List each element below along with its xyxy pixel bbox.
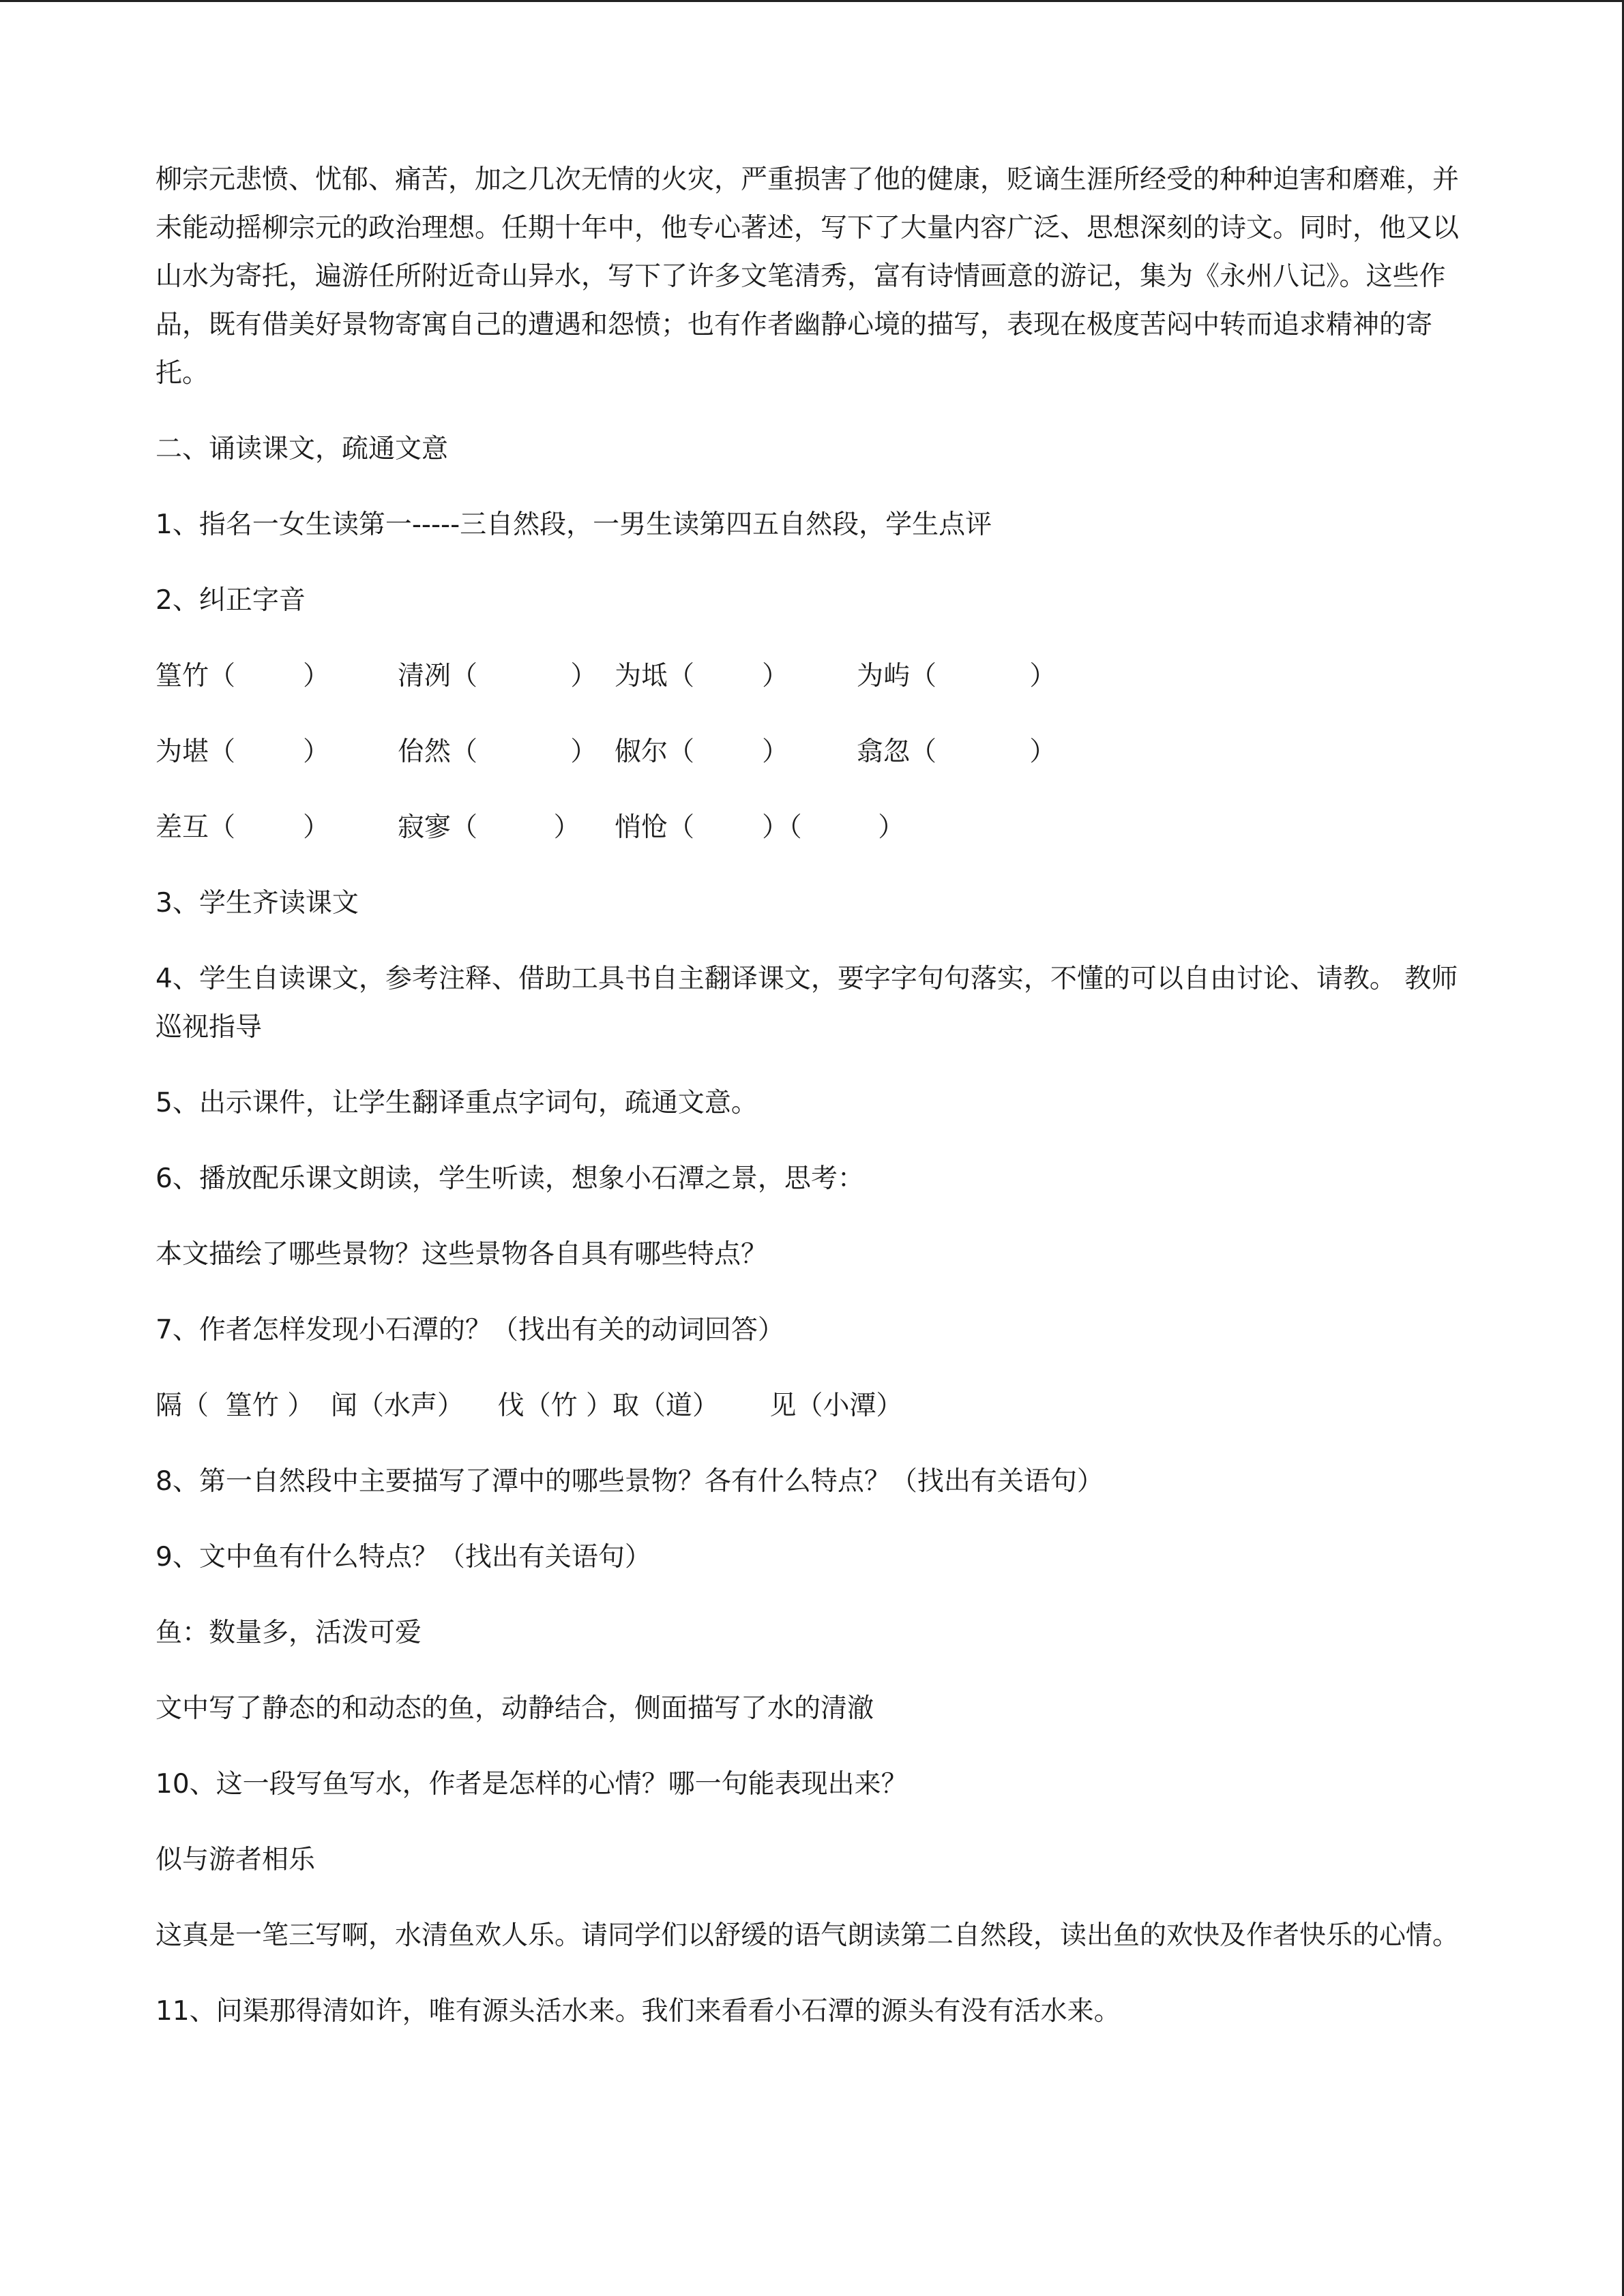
item-6-question: 本文描绘了哪些景物？这些景物各自具有哪些特点？ <box>156 1239 768 1270</box>
item-10-comment: 这真是一笔三写啊，水清鱼欢人乐。请同学们以舒缓的语气朗读第二自然段，读出鱼的欢快及作者快乐的心情。 <box>156 1920 1460 1951</box>
pron-qinglie: 清冽（ ） <box>398 661 597 691</box>
list-item-9: 9、文中鱼有什么特点？（找出有关语句） <box>156 1542 651 1572</box>
list-item-2: 2、纠正字音 <box>156 585 306 616</box>
list-item-1: 1、指名一女生读第一-----三自然段，一男生读第四五自然段，学生点评 <box>156 509 992 540</box>
item-7-answer: 隔（ 篁竹 ） 闻（水声） 伐（竹 ）取（道） 见（小潭） <box>156 1390 903 1421</box>
list-item-3: 3、学生齐读课文 <box>156 888 359 919</box>
list-item-10: 10、这一段写鱼写水，作者是怎样的心情？哪一句能表现出来？ <box>156 1769 908 1800</box>
list-item-5: 5、出示课件，让学生翻译重点字词句，疏通文意。 <box>156 1088 758 1118</box>
pronunciation-row-3 <box>156 803 1468 852</box>
pronunciation-row-1 <box>156 652 1468 700</box>
item-10-answer: 似与游者相乐 <box>156 1845 316 1875</box>
pron-qiaochuang: 悄怆（ ）（ ） <box>615 812 905 843</box>
list-item-11: 11、问渠那得清如许，唯有源头活水来。我们来看看小石潭的源头有没有活水来。 <box>156 1996 1121 2027</box>
pron-xihu: 翕忽（ ） <box>857 736 1057 767</box>
list-item-8: 8、第一自然段中主要描写了潭中的哪些景物？各有什么特点？（找出有关语句） <box>156 1466 1104 1497</box>
pron-weiyu: 为屿（ ） <box>857 661 1057 691</box>
pron-jiliao: 寂寥（ ） <box>398 812 580 843</box>
pron-weikan: 为堪（ ） <box>156 736 330 767</box>
intro-paragraph: 柳宗元悲愤、忧郁、痛苦，加之几次无情的火灾，严重损害了他的健康，贬谪生涯所经受的种种迫害和磨难，并未能动摇柳宗元的政治理想。任期十年中，他专心著述，写下了大量内容广泛、思想深刻的诗文。同时，他又以山水为寄托，遍游任所附近奇山异水，写下了许多文笔清秀，富有诗情画意的游记，集为《永州八记》。这些作品，既有借美好景物寄寓自己的遭遇和怨愤；也有作者幽静心境的描写，表现在极度苦闷中转而追求精神的寄托。 <box>156 164 1460 389</box>
section-heading: 二、诵读课文，疏通文意 <box>156 434 449 464</box>
pron-cihu: 差互（ ） <box>156 812 330 843</box>
pron-huangzhu: 篁竹（ ） <box>156 661 330 691</box>
pron-weichi: 为坻（ ） <box>615 661 789 691</box>
list-item-7: 7、作者怎样发现小石潭的？（找出有关的动词回答） <box>156 1315 784 1345</box>
item-9-answer-1: 鱼：数量多，活泼可爱 <box>156 1617 422 1648</box>
page-top-border <box>0 0 1624 2</box>
pron-yiran: 佁然（ ） <box>398 736 597 767</box>
pron-chuer: 俶尔（ ） <box>615 736 789 767</box>
item-9-answer-2: 文中写了静态的和动态的鱼，动静结合，侧面描写了水的清澈 <box>156 1693 874 1724</box>
list-item-4: 4、学生自读课文，参考注释、借助工具书自主翻译课文，要字字句句落实，不懂的可以自由讨论、请教。 教师巡视指导 <box>156 964 1458 1043</box>
document-body <box>156 155 1468 2036</box>
list-item-6: 6、播放配乐课文朗读，学生听读，想象小石潭之景，思考： <box>156 1163 864 1194</box>
pronunciation-row-2 <box>156 728 1468 776</box>
